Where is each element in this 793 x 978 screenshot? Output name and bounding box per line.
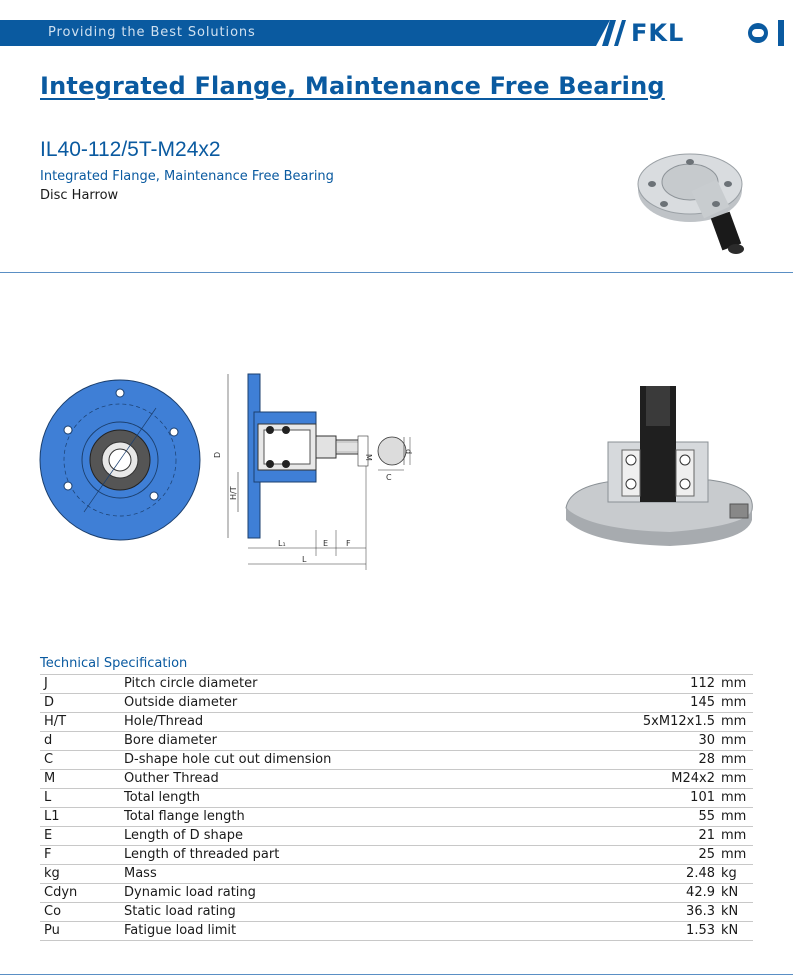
spec-value: 30 bbox=[540, 732, 719, 751]
spec-row bbox=[40, 789, 753, 808]
cutaway-illustration bbox=[560, 380, 760, 550]
spec-unit: mm bbox=[719, 770, 753, 789]
section-divider-top bbox=[0, 272, 793, 273]
dim-label-L: L bbox=[302, 555, 307, 564]
spec-symbol: C bbox=[40, 751, 120, 770]
spec-value: 101 bbox=[540, 789, 719, 808]
spec-value: 145 bbox=[540, 694, 719, 713]
spec-row bbox=[40, 751, 753, 770]
spec-value: 25 bbox=[540, 846, 719, 865]
spec-unit: mm bbox=[719, 808, 753, 827]
spec-description: Bore diameter bbox=[120, 732, 540, 751]
spec-unit: mm bbox=[719, 694, 753, 713]
spec-table bbox=[40, 674, 753, 941]
spec-row bbox=[40, 675, 753, 694]
dim-label-M: M bbox=[364, 454, 373, 461]
spec-symbol: M bbox=[40, 770, 120, 789]
spec-description: Hole/Thread bbox=[120, 713, 540, 732]
spec-description: Fatigue load limit bbox=[120, 922, 540, 941]
spec-value: 1.53 bbox=[540, 922, 719, 941]
spec-symbol: kg bbox=[40, 865, 120, 884]
spec-description: Total length bbox=[120, 789, 540, 808]
brand-logo bbox=[596, 20, 793, 46]
spec-row bbox=[40, 827, 753, 846]
dim-label-D: D bbox=[213, 451, 222, 458]
spec-value: 2.48 bbox=[540, 865, 719, 884]
spec-row bbox=[40, 846, 753, 865]
spec-unit: mm bbox=[719, 827, 753, 846]
spec-heading: Technical Specification bbox=[40, 656, 188, 671]
spec-symbol: Co bbox=[40, 903, 120, 922]
page-title: Integrated Flange, Maintenance Free Bearing bbox=[40, 72, 665, 100]
spec-value: 55 bbox=[540, 808, 719, 827]
spec-symbol: Pu bbox=[40, 922, 120, 941]
spec-symbol: Cdyn bbox=[40, 884, 120, 903]
spec-row bbox=[40, 694, 753, 713]
spec-value: M24x2 bbox=[540, 770, 719, 789]
spec-symbol: L bbox=[40, 789, 120, 808]
spec-symbol: D bbox=[40, 694, 120, 713]
spec-symbol: E bbox=[40, 827, 120, 846]
spec-unit: mm bbox=[719, 751, 753, 770]
spec-unit: mm bbox=[719, 732, 753, 751]
dim-label-E: E bbox=[323, 539, 329, 548]
header-bar bbox=[0, 20, 793, 46]
spec-unit: kN bbox=[719, 884, 753, 903]
spec-symbol: d bbox=[40, 732, 120, 751]
spec-value: 36.3 bbox=[540, 903, 719, 922]
spec-description: Pitch circle diameter bbox=[120, 675, 540, 694]
dim-label-C: C bbox=[386, 473, 392, 482]
spec-description: Mass bbox=[120, 865, 540, 884]
product-application: Disc Harrow bbox=[40, 188, 119, 203]
spec-symbol: L1 bbox=[40, 808, 120, 827]
spec-unit: kN bbox=[719, 922, 753, 941]
spec-row bbox=[40, 865, 753, 884]
spec-row bbox=[40, 903, 753, 922]
spec-unit: mm bbox=[719, 713, 753, 732]
spec-row bbox=[40, 922, 753, 941]
spec-unit: mm bbox=[719, 789, 753, 808]
technical-drawing bbox=[30, 360, 370, 575]
spec-symbol: F bbox=[40, 846, 120, 865]
spec-row bbox=[40, 770, 753, 789]
product-model: IL40-112/5T-M24x2 bbox=[40, 138, 221, 161]
spec-description: Dynamic load rating bbox=[120, 884, 540, 903]
spec-value: 5xM12x1.5 bbox=[540, 713, 719, 732]
dim-label-L1: L₁ bbox=[278, 539, 286, 548]
logo-backdrop bbox=[596, 20, 793, 46]
spec-description: Outside diameter bbox=[120, 694, 540, 713]
product-photo bbox=[630, 128, 760, 260]
spec-description: Length of threaded part bbox=[120, 846, 540, 865]
spec-row bbox=[40, 884, 753, 903]
spec-unit: mm bbox=[719, 846, 753, 865]
d-shape-detail bbox=[356, 420, 416, 484]
spec-row bbox=[40, 732, 753, 751]
spec-unit: mm bbox=[719, 675, 753, 694]
spec-description: D-shape hole cut out dimension bbox=[120, 751, 540, 770]
spec-value: 21 bbox=[540, 827, 719, 846]
spec-value: 28 bbox=[540, 751, 719, 770]
logo-text: FKL bbox=[631, 19, 685, 47]
spec-unit: kN bbox=[719, 903, 753, 922]
dim-label-F: F bbox=[346, 539, 351, 548]
dim-label-d: d bbox=[404, 449, 413, 455]
spec-value: 112 bbox=[540, 675, 719, 694]
spec-row bbox=[40, 808, 753, 827]
spec-value: 42.9 bbox=[540, 884, 719, 903]
header-tagline: Providing the Best Solutions bbox=[48, 25, 256, 40]
spec-symbol: J bbox=[40, 675, 120, 694]
dim-label-HT: H/T bbox=[229, 486, 238, 500]
section-divider-bottom bbox=[0, 974, 793, 975]
product-subtitle: Integrated Flange, Maintenance Free Bearing bbox=[40, 169, 334, 184]
spec-unit: kg bbox=[719, 865, 753, 884]
spec-description: Total flange length bbox=[120, 808, 540, 827]
spec-description: Length of D shape bbox=[120, 827, 540, 846]
spec-symbol: H/T bbox=[40, 713, 120, 732]
spec-description: Outher Thread bbox=[120, 770, 540, 789]
spec-row bbox=[40, 713, 753, 732]
spec-description: Static load rating bbox=[120, 903, 540, 922]
